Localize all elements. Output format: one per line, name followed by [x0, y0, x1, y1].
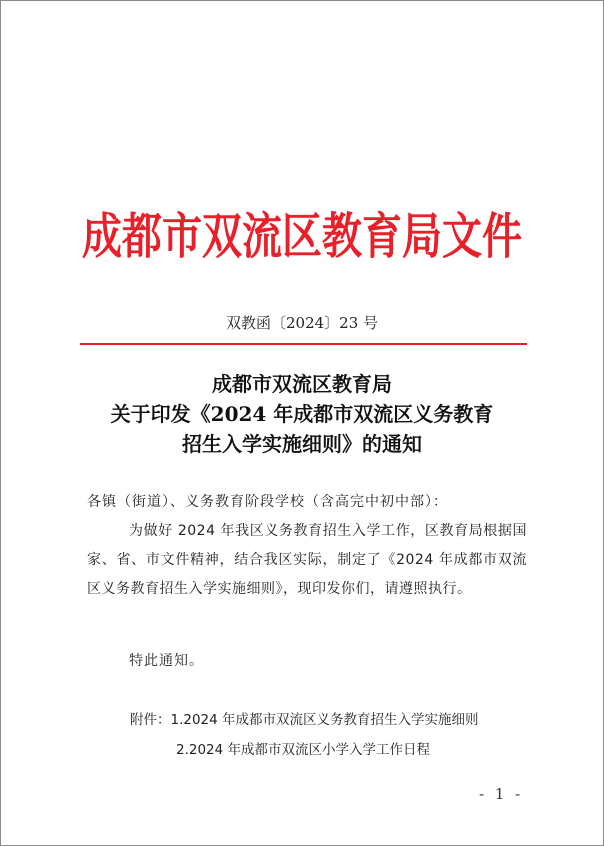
attachment-item-2: 2.2024 年成都市双流区小学入学工作日程: [176, 742, 431, 758]
notice-title: [1, 369, 603, 459]
notice-title-line-2: 关于印发《2024 年成都市双流区义务教育: [110, 402, 494, 426]
attachment-item-1: 附件：1.2024 年成都市双流区义务教育招生入学实施细则: [130, 712, 479, 728]
document-number: 双教函〔2024〕23 号: [225, 314, 379, 332]
page-number: - 1 -: [479, 785, 524, 803]
red-divider-line: [80, 343, 527, 345]
closing-line: 特此通知。: [129, 653, 204, 669]
notice-title-line-1: 成都市双流区教育局: [212, 372, 392, 396]
document-header-title: 成都市双流区教育局文件: [82, 207, 522, 265]
attachments-list: [130, 705, 479, 765]
recipient-line: 各镇（街道）、义务教育阶段学校（含高完中初中部）：: [87, 494, 448, 510]
notice-title-line-3: 招生入学实施细则》的通知: [182, 432, 422, 456]
body-paragraph: 为做好 2024 年我区义务教育招生入学工作，区教育局根据国家、省、市文件精神，结合我区实际，制定了《2024 年成都市双流区义务教育招生入学实施细则》，现印发你们，请遵照执行。: [87, 523, 527, 597]
